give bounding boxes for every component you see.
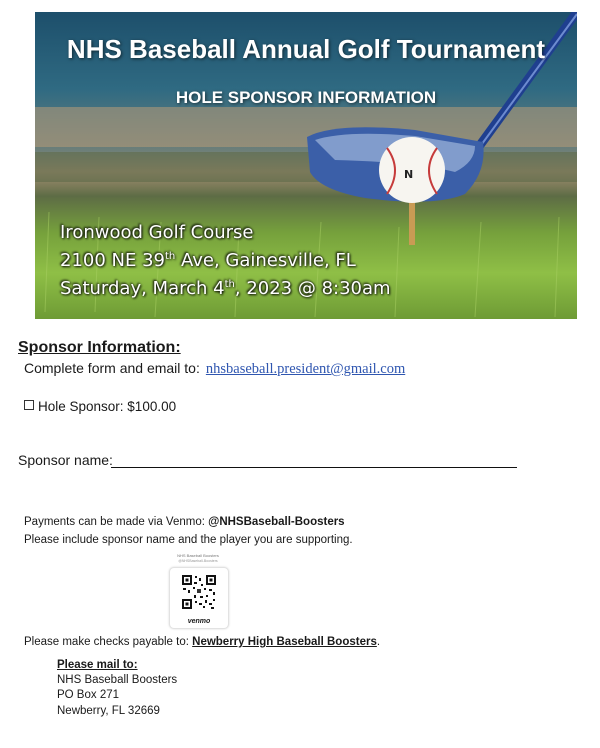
qr-code-box [169,567,229,629]
email-link[interactable]: nhsbaseball.president@gmail.com [205,361,406,377]
checks-instruction [24,636,380,648]
mail-line-3: Newberry, FL 32669 [57,705,160,717]
venmo-qr-card [165,547,231,629]
qr-header: NHS Baseball Boosters [177,553,219,558]
hole-sponsor-label: Hole Sponsor: $100.00 [38,399,177,414]
qr-subheader: @NHSBaseball-Boosters [178,559,218,563]
checks-end: . [376,636,381,648]
venmo-label: venmo [187,618,211,625]
event-title: NHS Baseball Annual Golf Tournament [66,34,546,64]
checks-text: Please make checks payable to: [24,636,189,648]
venmo-handle: @NHSBaseball-Boosters [208,516,345,528]
address-ordinal: th [165,251,176,262]
mail-line-1: NHS Baseball Boosters [57,674,178,686]
date-ordinal: th [224,279,235,290]
hole-sponsor-option[interactable] [24,399,176,414]
sponsor-name-label: Sponsor name: [18,452,113,468]
event-banner [35,12,577,319]
event-address [60,250,356,271]
event-date [60,278,391,299]
sponsor-name-field[interactable] [111,467,517,468]
venmo-note: Please include sponsor name and the player you are supporting. [24,534,353,546]
venmo-payment-text [24,516,345,528]
event-subtitle: HOLE SPONSOR INFORMATION [175,88,437,107]
event-venue: Ironwood Golf Course [60,222,254,243]
svg-text:N: N [404,168,414,181]
address-number: 2100 NE 39 [60,250,165,271]
mail-line-2: PO Box 271 [57,689,120,701]
mail-title: Please mail to: [57,659,138,671]
sponsor-section-title: Sponsor Information: [18,339,181,356]
venmo-text: Payments can be made via Venmo: [24,516,205,528]
email-instruction [24,360,405,378]
checks-payee: Newberry High Baseball Boosters [192,636,377,648]
address-street: Ave, Gainesville, FL [175,250,356,271]
date-year-time: , 2023 @ 8:30am [234,278,391,299]
date-day: Saturday, March 4 [60,278,225,299]
instruction-text: Complete form and email to: [24,360,200,376]
qr-code-icon [181,574,217,610]
hole-sponsor-checkbox[interactable] [24,400,34,410]
